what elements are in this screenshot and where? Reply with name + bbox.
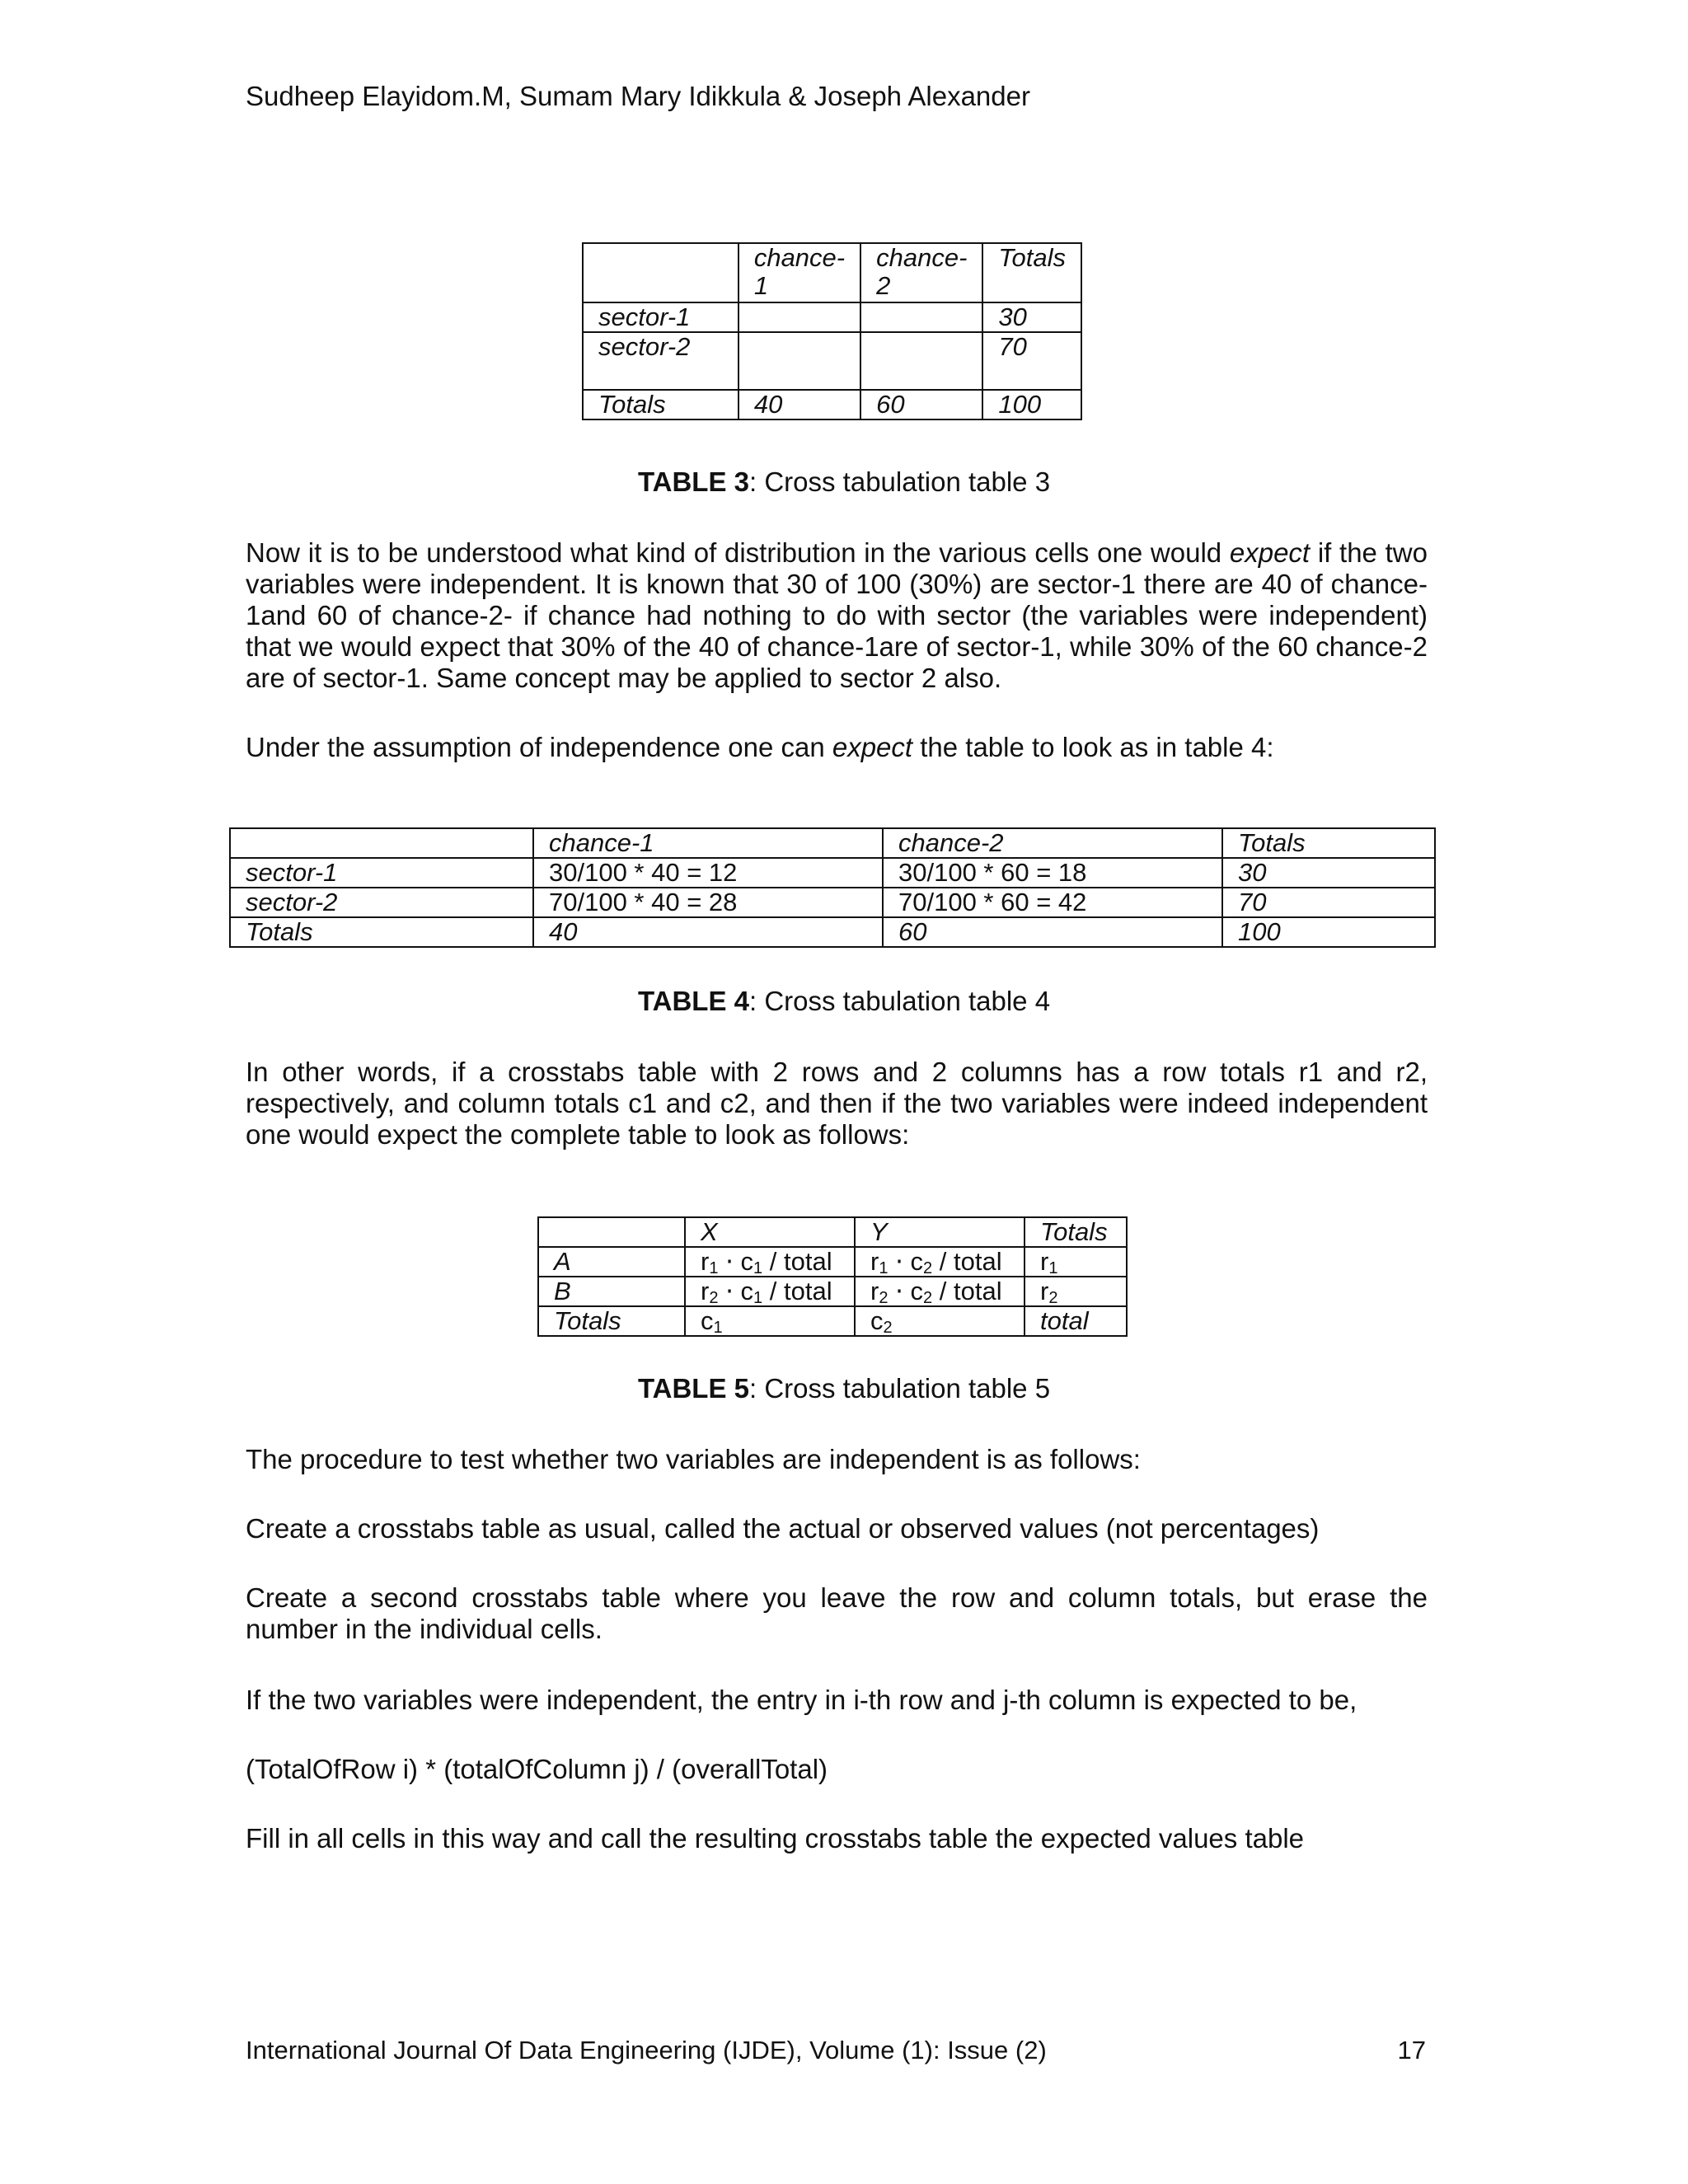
table-cell: 30 [1222,858,1435,888]
table-4 [229,827,1436,948]
formula-expected-value: (TotalOfRow i) * (totalOfColumn j) / (overallTotal) [246,1754,828,1784]
table-cell: $r_1 \cdot c_1$ / total [685,1247,855,1277]
table-cell [860,302,982,332]
paragraph-other-words: In other words, if a crosstabs table with 2 rows and 2 columns has a row totals r1 and r2, respectively, and column totals c1 and c2, and then if the two variables were indeed independent one would expect the complete table to look as follows: [246,1057,1428,1150]
table-cell: sector-2 [583,332,738,390]
paragraph-distribution: Now it is to be understood what kind of distribution in the various cells one would expect if the two variables were independent. It is known that 30 of 100 (30%) are sector-1 there are 40 of chance-1and 60 of chance-2- if chance had nothing to do with sector (the variables were independent) that we would expect that 30% of the 40 of chance-1are of sector-1, while 30% of the 60 chance-2 are of sector-1. Same concept may be applied to sector 2 also. [246,537,1428,693]
table-cell: 40 [738,390,860,419]
table-5-caption [0,1373,1688,1404]
caption-text: : Cross tabulation table 5 [749,1373,1051,1404]
table-cell [738,302,860,332]
table-header-cell: chance-2 [883,828,1222,858]
table-cell [230,828,533,858]
table-row [583,243,1081,302]
table-cell: 100 [1222,917,1435,947]
table-cell: total [1025,1306,1127,1336]
table-row [538,1306,1127,1336]
table-cell: Totals [538,1306,685,1336]
table-cell: 70/100 * 40 = 28 [533,888,883,917]
table-header-cell: chance-1 [533,828,883,858]
table-cell: 70/100 * 60 = 42 [883,888,1222,917]
table-header-cell: X [685,1217,855,1247]
table-4-caption [0,986,1688,1017]
table-header-cell: chance- 2 [860,243,982,302]
table-header-cell: Totals [1222,828,1435,858]
table-3 [582,242,1082,420]
table-row [230,888,1435,917]
table-header-cell: Totals [982,243,1081,302]
table-cell [860,332,982,390]
table-row [538,1247,1127,1277]
table-row [230,917,1435,947]
table-cell: 60 [860,390,982,419]
table-row [230,858,1435,888]
table-cell: $r_1$ [1025,1247,1127,1277]
table-header-cell: Y [855,1217,1025,1247]
table-row [230,828,1435,858]
table-cell: A [538,1247,685,1277]
table-cell: 60 [883,917,1222,947]
table-cell [738,332,860,390]
paragraph-create-actual: Create a crosstabs table as usual, called the actual or observed values (not percentages) [246,1513,1320,1544]
paragraph-expected-entry: If the two variables were independent, the entry in i-th row and j-th column is expected to be, [246,1685,1357,1715]
caption-text: : Cross tabulation table 4 [749,986,1051,1016]
table-cell: 30/100 * 60 = 18 [883,858,1222,888]
table-cell: 100 [982,390,1081,419]
caption-label: TABLE 4 [637,986,749,1016]
paragraph-procedure: The procedure to test whether two variables are independent is as follows: [246,1444,1141,1474]
running-header-authors: Sudheep Elayidom.M, Sumam Mary Idikkula & Joseph Alexander [246,81,1030,111]
paragraph-fill-cells: Fill in all cells in this way and call the resulting crosstabs table the expected values table [246,1823,1305,1854]
table-header-cell: Totals [1025,1217,1127,1247]
table-cell: $r_1 \cdot c_2$ / total [855,1247,1025,1277]
table-cell: $r_2 \cdot c_2$ / total [855,1277,1025,1306]
table-cell: 70 [982,332,1081,390]
table-5 [537,1216,1128,1337]
table-row [583,332,1081,390]
table-row [583,302,1081,332]
table-row [538,1217,1127,1247]
table-row [583,390,1081,419]
caption-label: TABLE 3 [637,466,749,497]
caption-label: TABLE 5 [637,1373,749,1404]
table-cell: $r_2 \cdot c_1$ / total [685,1277,855,1306]
table-cell: 70 [1222,888,1435,917]
table-cell: $c_1$ [685,1306,855,1336]
table-cell: sector-1 [230,858,533,888]
page-number: 17 [1397,2036,1426,2064]
table-3-caption [0,466,1688,498]
footer-journal: International Journal Of Data Engineering (IJDE), Volume (1): Issue (2) [246,2036,1047,2064]
table-header-cell: chance- 1 [738,243,860,302]
paragraph-independence-assumption: Under the assumption of independence one can expect the table to look as in table 4: [246,732,1274,762]
table-cell: sector-2 [230,888,533,917]
table-cell [538,1217,685,1247]
table-cell [583,243,738,302]
caption-text: : Cross tabulation table 3 [749,466,1051,497]
table-cell: 40 [533,917,883,947]
table-cell: $c_2$ [855,1306,1025,1336]
table-cell: 30/100 * 40 = 12 [533,858,883,888]
paragraph-create-second: Create a second crosstabs table where you leave the row and column totals, but erase the number in the individual cells. [246,1582,1428,1644]
table-cell: sector-1 [583,302,738,332]
table-cell: $r_2$ [1025,1277,1127,1306]
table-cell: 30 [982,302,1081,332]
table-cell: Totals [583,390,738,419]
table-row [538,1277,1127,1306]
table-cell: Totals [230,917,533,947]
table-cell: B [538,1277,685,1306]
